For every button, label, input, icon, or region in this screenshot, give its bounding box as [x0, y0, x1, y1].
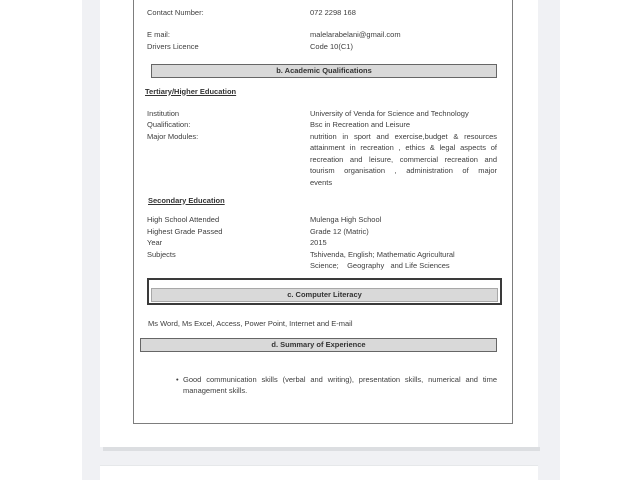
cv-page-1: [100, 0, 538, 447]
field-label: E mail:: [147, 30, 170, 39]
field-value: Mulenga High School: [310, 215, 382, 224]
section-header-academic-qualifications: [151, 64, 497, 78]
document-viewer[interactable]: [82, 0, 560, 480]
field-value: malelarabelani@gmail.com: [310, 30, 401, 39]
page-bottom-shadow: [103, 447, 540, 451]
field-label: High School Attended: [147, 215, 220, 224]
field-value: Bsc in Recreation and Leisure: [310, 120, 411, 129]
bullet-marker: •: [176, 374, 179, 384]
field-label: Qualification:: [147, 120, 191, 129]
field-label: Contact Number:: [147, 7, 204, 17]
field-label: Subjects: [147, 249, 176, 259]
section-header-computer-literacy-box: [147, 278, 502, 305]
tertiary-education-heading: Tertiary/Higher Education: [145, 86, 237, 96]
computer-literacy-text: Ms Word, Ms Excel, Access, Power Point, Internet and E-mail: [148, 318, 353, 328]
subjects-value: Tshivenda, English; Mathematic Agricultural Science; Geography and Life Sciences: [310, 249, 455, 270]
section-header-computer-literacy: [151, 288, 498, 302]
field-label: Drivers Licence: [147, 41, 199, 51]
field-label: Major Modules:: [147, 131, 199, 141]
field-label: Highest Grade Passed: [147, 226, 223, 236]
experience-bullet-text: Good communication skills (verbal and writing), presentation skills, numerical and time management skills.: [183, 374, 497, 395]
field-value: 072 2298 168: [310, 7, 356, 17]
field-label: Year: [147, 238, 163, 247]
cv-page-2-top: [100, 466, 538, 480]
secondary-education-heading: Secondary Education: [148, 195, 225, 205]
section-title: b. Academic Qualifications: [276, 66, 372, 75]
section-title: c. Computer Literacy: [287, 290, 362, 299]
field-value: Code 10(C1): [310, 41, 353, 51]
field-value: 2015: [310, 238, 327, 247]
section-title: d. Summary of Experience: [271, 340, 366, 349]
major-modules-value: nutrition in sport and exercise,budget & resources attainment in recreation , ethics & legal aspects of recreation and leisure, commercial recreation and tourism organisation , administration of major events: [310, 131, 497, 187]
field-value: Grade 12 (Matric): [310, 226, 369, 236]
section-header-summary-of-experience: [140, 338, 497, 352]
field-label: Institution: [147, 108, 180, 118]
field-value: University of Venda for Science and Technology: [310, 108, 469, 118]
